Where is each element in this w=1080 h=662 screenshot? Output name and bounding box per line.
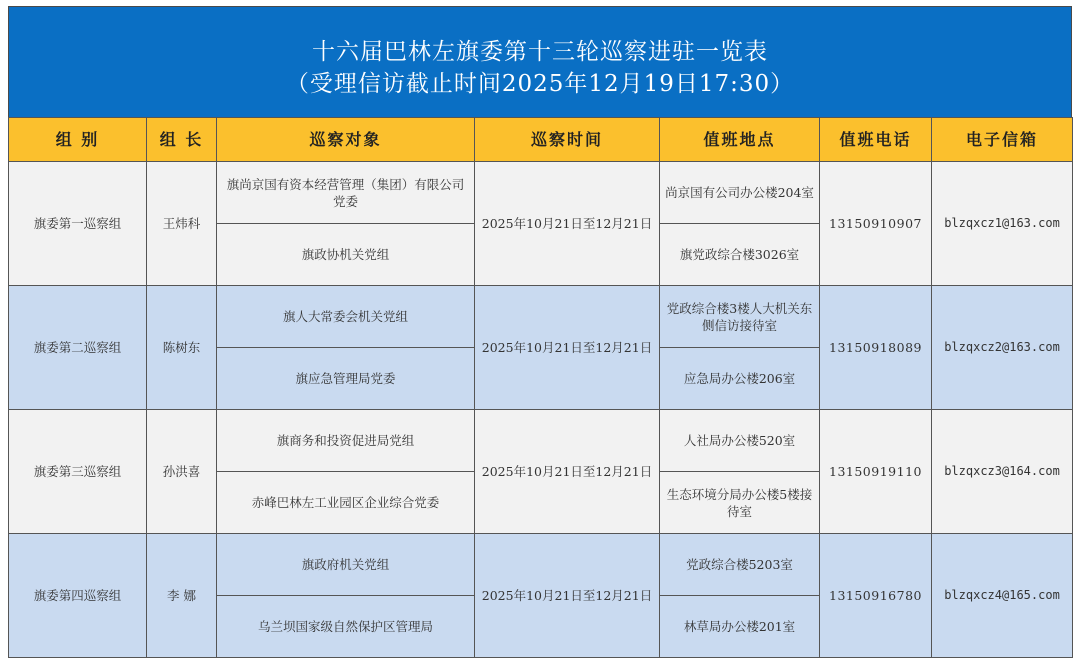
group-name: 旗委第一巡察组 (9, 162, 147, 286)
header-target: 巡察对象 (217, 118, 475, 162)
table-row (9, 410, 1073, 472)
group-leader: 李 娜 (147, 534, 217, 658)
inspection-time: 2025年10月21日至12月21日 (475, 162, 660, 286)
header-email: 电子信箱 (932, 118, 1073, 162)
duty-phone: 13150916780 (820, 534, 932, 658)
header-leader: 组 长 (147, 118, 217, 162)
header-time: 巡察时间 (475, 118, 660, 162)
table-row (9, 286, 1073, 348)
table-row (9, 534, 1073, 596)
group-leader: 陈树东 (147, 286, 217, 410)
inspection-target: 旗政府机关党组 (217, 534, 475, 596)
inspection-time: 2025年10月21日至12月21日 (475, 534, 660, 658)
email-address: blzqxcz1@163.com (932, 162, 1073, 286)
duty-location: 应急局办公楼206室 (660, 348, 820, 410)
duty-location: 党政综合楼5203室 (660, 534, 820, 596)
duty-phone: 13150918089 (820, 286, 932, 410)
title-banner (8, 6, 1072, 118)
duty-location: 旗党政综合楼3026室 (660, 224, 820, 286)
inspection-target: 旗人大常委会机关党组 (217, 286, 475, 348)
duty-location: 林草局办公楼201室 (660, 596, 820, 658)
inspection-target: 旗尚京国有资本经营管理（集团）有限公司党委 (217, 162, 475, 224)
header-location: 值班地点 (660, 118, 820, 162)
table-row (9, 162, 1073, 224)
inspection-time: 2025年10月21日至12月21日 (475, 286, 660, 410)
duty-location: 尚京国有公司办公楼204室 (660, 162, 820, 224)
group-leader: 孙洪喜 (147, 410, 217, 534)
inspection-target: 乌兰坝国家级自然保护区管理局 (217, 596, 475, 658)
duty-phone: 13150919110 (820, 410, 932, 534)
header-phone: 值班电话 (820, 118, 932, 162)
duty-location: 生态环境分局办公楼5楼接待室 (660, 472, 820, 534)
inspection-target: 赤峰巴林左工业园区企业综合党委 (217, 472, 475, 534)
page-title: 十六届巴林左旗委第十三轮巡察进驻一览表 (312, 39, 768, 65)
email-address: blzqxcz3@164.com (932, 410, 1073, 534)
header-group: 组 别 (9, 118, 147, 162)
email-address: blzqxcz2@163.com (932, 286, 1073, 410)
inspection-target: 旗商务和投资促进局党组 (217, 410, 475, 472)
duty-location: 党政综合楼3楼人大机关东侧信访接待室 (660, 286, 820, 348)
inspection-target: 旗政协机关党组 (217, 224, 475, 286)
group-name: 旗委第四巡察组 (9, 534, 147, 658)
group-leader: 王炜科 (147, 162, 217, 286)
inspection-table-sheet (8, 6, 1072, 656)
group-name: 旗委第三巡察组 (9, 410, 147, 534)
header-row (9, 118, 1073, 162)
page-subtitle: （受理信访截止时间2025年12月19日17:30） (285, 71, 795, 97)
email-address: blzqxcz4@165.com (932, 534, 1073, 658)
inspection-time: 2025年10月21日至12月21日 (475, 410, 660, 534)
inspection-target: 旗应急管理局党委 (217, 348, 475, 410)
duty-phone: 13150910907 (820, 162, 932, 286)
duty-location: 人社局办公楼520室 (660, 410, 820, 472)
group-name: 旗委第二巡察组 (9, 286, 147, 410)
inspection-table (8, 117, 1073, 658)
